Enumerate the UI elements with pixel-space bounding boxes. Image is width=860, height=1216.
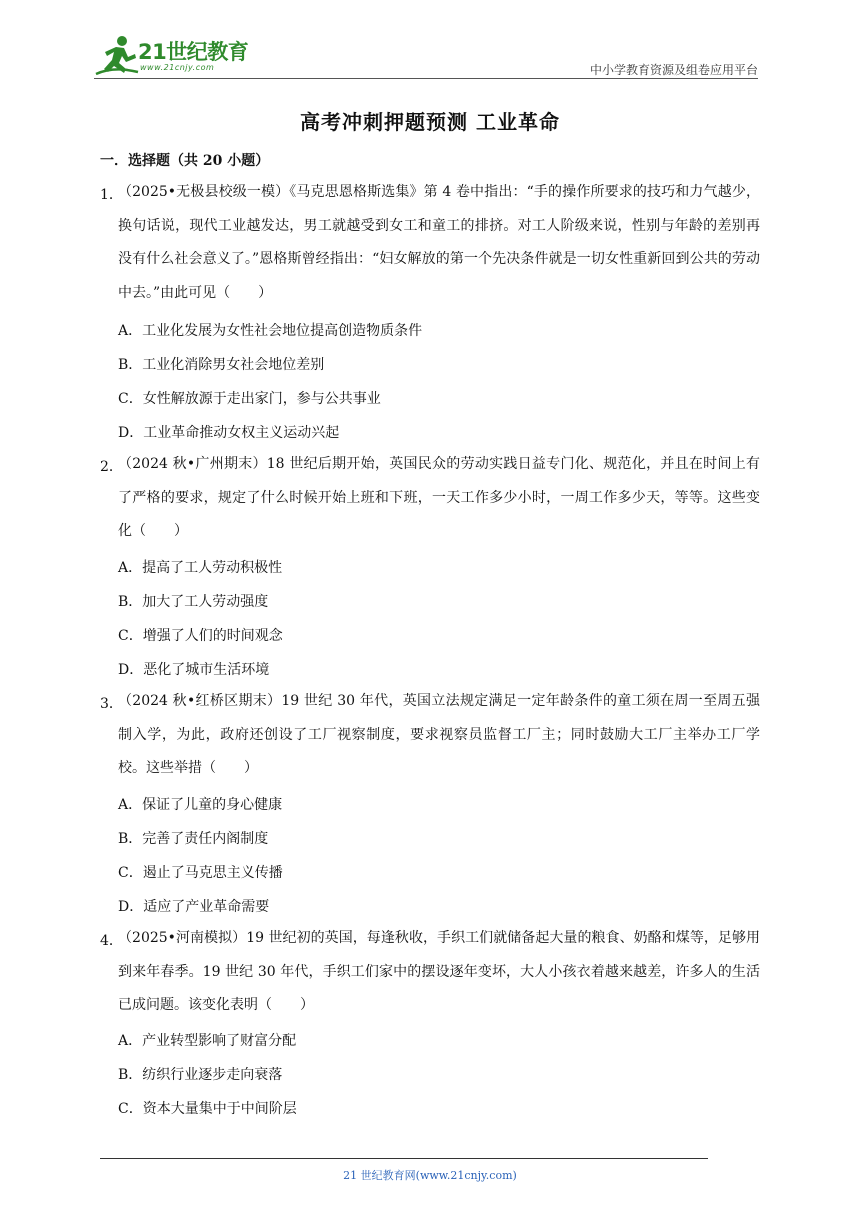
option-d[interactable]: D．工业革命推动女权主义运动兴起 — [118, 425, 340, 441]
option-a[interactable]: A．保证了儿童的身心健康 — [118, 797, 283, 813]
question-number: 2． — [100, 459, 123, 475]
question-2 — [100, 456, 760, 549]
option-a[interactable]: A．提高了工人劳动积极性 — [118, 560, 283, 576]
option-c[interactable]: C．遏止了马克思主义传播 — [118, 865, 283, 881]
option-b[interactable]: B．纺织行业逐步走向衰落 — [118, 1067, 283, 1083]
page-title: 高考冲刺押题预测 工业革命 — [300, 110, 560, 134]
option-d[interactable]: D．适应了产业革命需要 — [118, 899, 270, 915]
question-number: 4． — [100, 933, 123, 949]
logo-text: 21世纪教育 — [138, 40, 249, 64]
option-d[interactable]: D．恶化了城市生活环境 — [118, 662, 270, 678]
header-tagline: 中小学教育资源及组卷应用平台 — [589, 63, 758, 77]
footer-divider — [100, 1158, 708, 1159]
option-b[interactable]: B．完善了责任内阁制度 — [118, 831, 269, 847]
question-stem: （2024 秋•红桥区期末）19 世纪 30 年代，英国立法规定满足一定年龄条件的童工须在周一至周五强制入学，为此，政府还创设了工厂视察制度，要求视察员监督工厂主；同时鼓励大工厂主举办工厂学校。这些举措（ ） — [118, 693, 760, 776]
option-b[interactable]: B．加大了工人劳动强度 — [118, 594, 269, 610]
footer-link[interactable]: 21 世纪教育网(www.21cnjy.com) — [343, 1169, 517, 1182]
question-1 — [100, 184, 760, 310]
runner-logo-icon — [94, 32, 140, 78]
option-b[interactable]: B．工业化消除男女社会地位差别 — [118, 357, 325, 373]
question-stem: （2025•河南模拟）19 世纪初的英国，每逢秋收，手织工们就储备起大量的粮食、奶酪和煤等，足够用到来年春季。19 世纪 30 年代，手织工们家中的摆设逐年变坏，大人小孩衣着越来越差，许多人的生活已成问题。该变化表明（ ） — [118, 930, 760, 1013]
option-a[interactable]: A．工业化发展为女性社会地位提高创造物质条件 — [118, 323, 423, 339]
question-stem: （2024 秋•广州期末）18 世纪后期开始，英国民众的劳动实践日益专门化、规范化，并且在时间上有了严格的要求，规定了什么时候开始上班和下班，一天工作多少小时，一周工作多少天，等等。这些变化（ ） — [118, 456, 760, 539]
page-header — [94, 30, 758, 80]
question-number: 1． — [100, 187, 123, 203]
option-c[interactable]: C．女性解放源于走出家门，参与公共事业 — [118, 391, 381, 407]
option-c[interactable]: C．资本大量集中于中间阶层 — [118, 1101, 297, 1117]
site-logo[interactable] — [94, 32, 264, 78]
question-4 — [100, 930, 760, 1023]
option-c[interactable]: C．增强了人们的时间观念 — [118, 628, 283, 644]
question-3 — [100, 693, 760, 786]
header-divider — [94, 78, 758, 79]
question-stem: （2025•无极县校级一模）《马克思恩格斯选集》第 4 卷中指出：“手的操作所要求的技巧和力气越少，换句话说，现代工业越发达，男工就越受到女工和童工的排挤。对工人阶级来说，性别与年龄的差别再没有什么社会意义了。”恩格斯曾经指出：“妇女解放的第一个先决条件就是一切女性重新回到公共的劳动中去。”由此可见（ ） — [118, 184, 760, 301]
logo-url: www.21cnjy.com — [140, 63, 215, 72]
section-heading: 一．选择题（共 20 小题） — [100, 153, 270, 169]
option-a[interactable]: A．产业转型影响了财富分配 — [118, 1033, 297, 1049]
question-number: 3． — [100, 696, 123, 712]
